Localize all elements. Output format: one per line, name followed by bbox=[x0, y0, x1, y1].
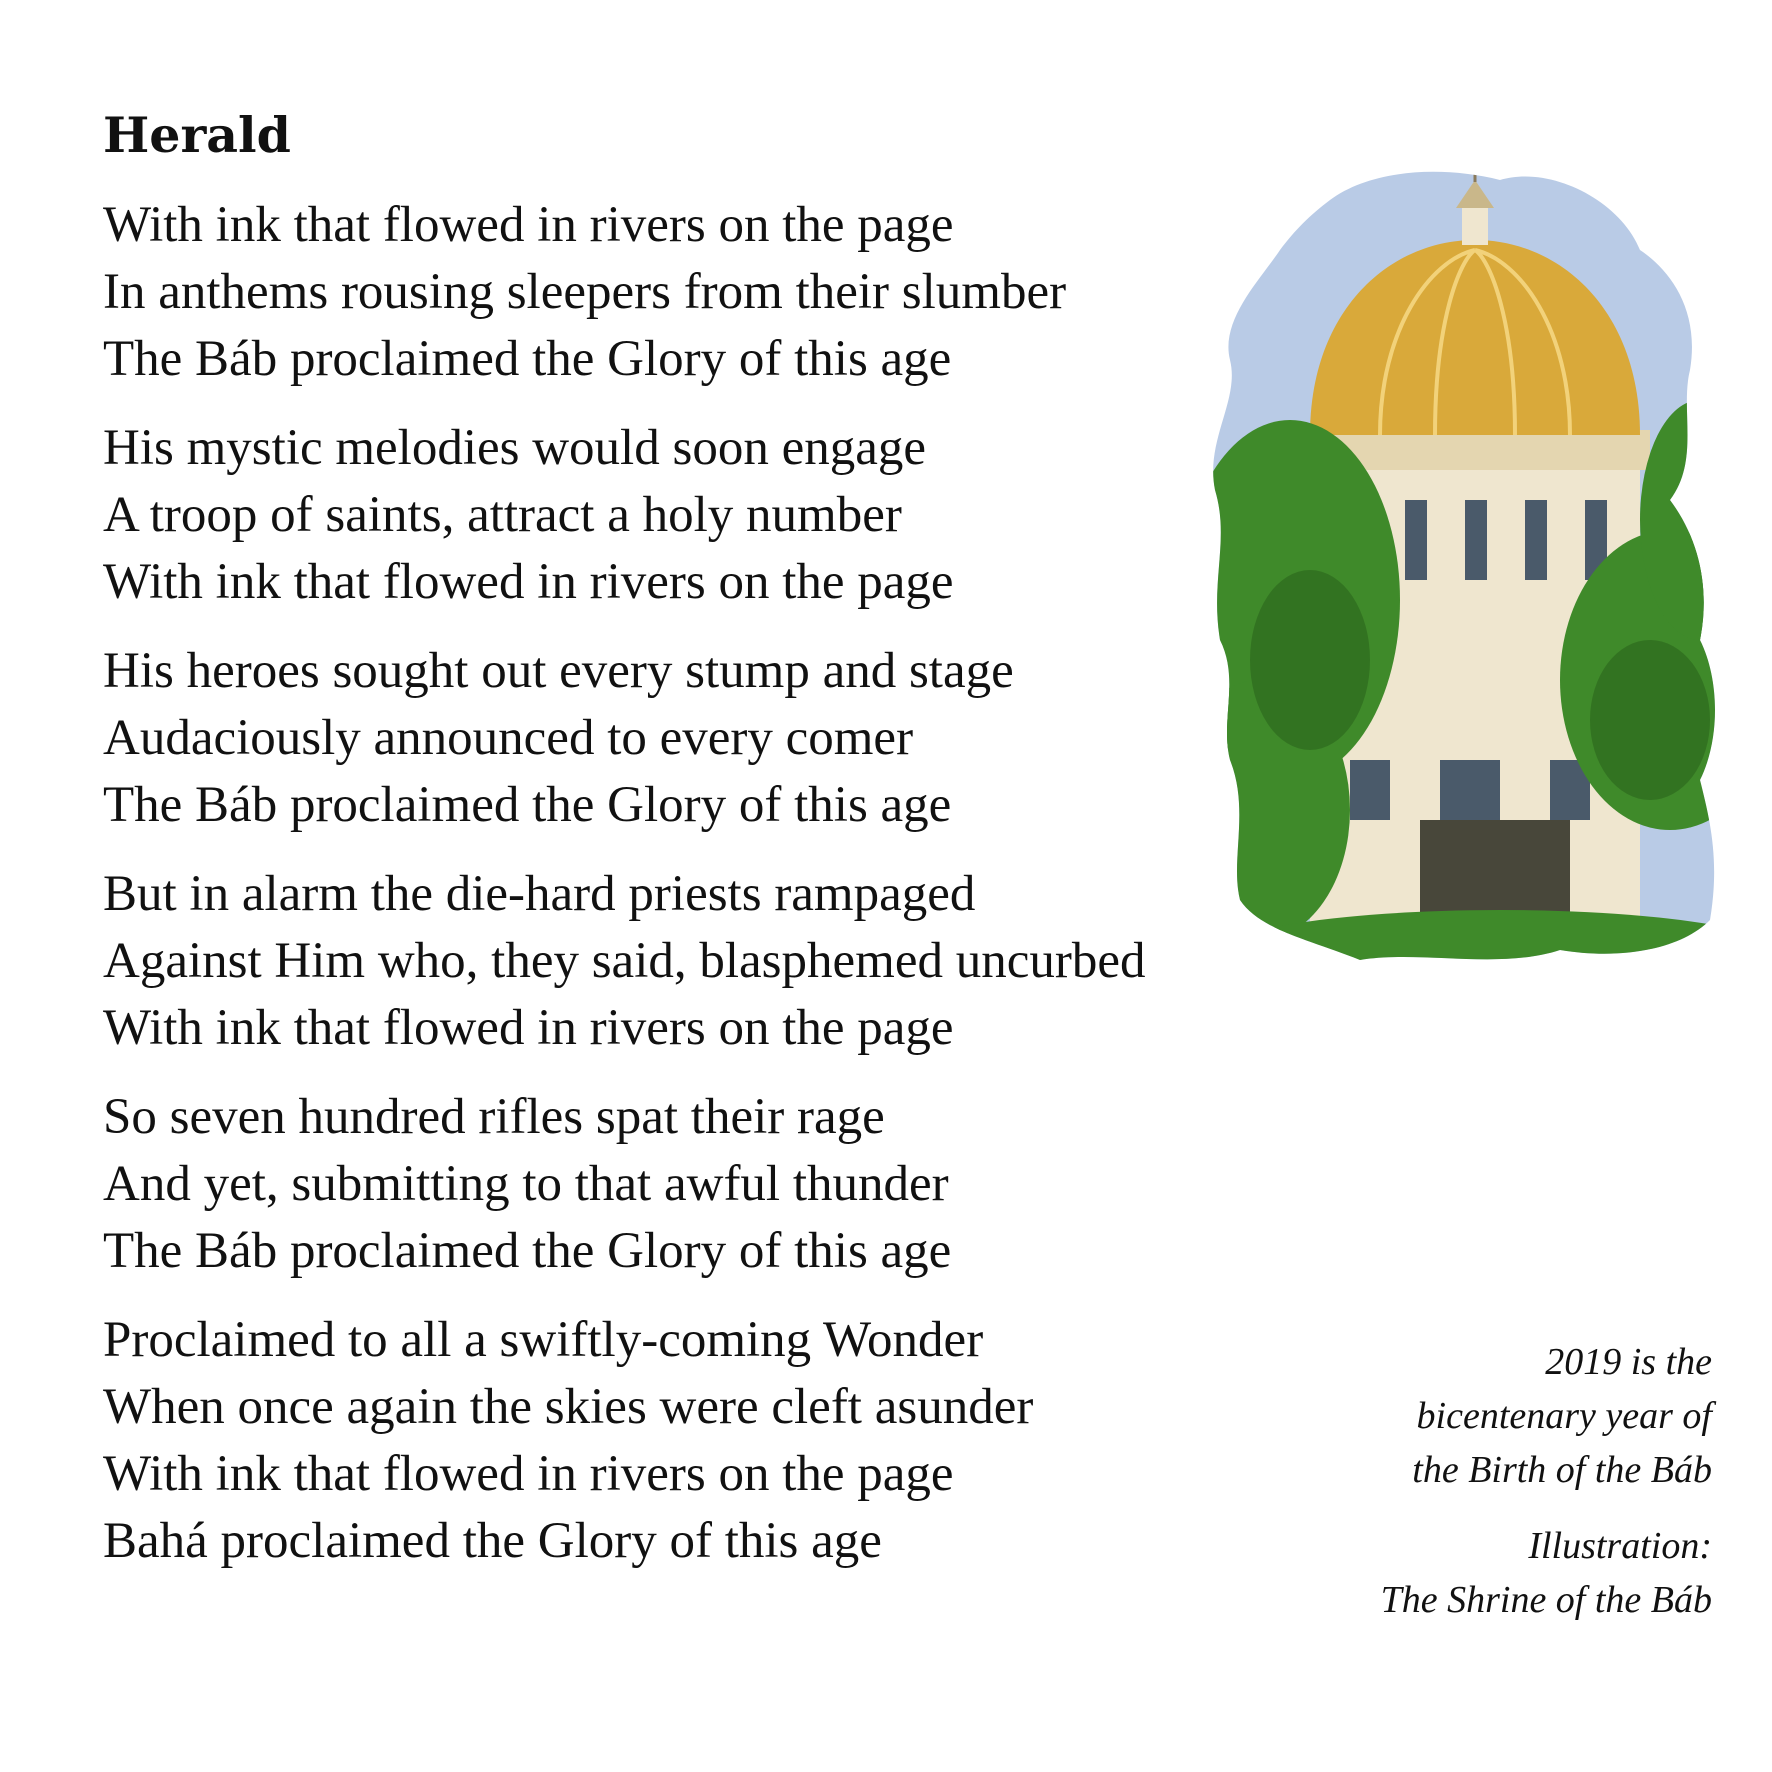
stanza-2 bbox=[103, 415, 1283, 616]
caption-line: Illustration: bbox=[1528, 1525, 1712, 1567]
shrine-illustration bbox=[1200, 160, 1760, 1060]
poem-title: Herald bbox=[103, 106, 291, 164]
caption-line: bicentenary year of bbox=[1416, 1395, 1712, 1437]
poem-line: His heroes sought out every stump and stage bbox=[103, 643, 1014, 699]
lantern bbox=[1462, 205, 1488, 245]
poem-line: Proclaimed to all a swiftly-coming Wonder bbox=[103, 1312, 984, 1368]
poem-line: The Báb proclaimed the Glory of this age bbox=[103, 331, 952, 387]
poem-line: Audaciously announced to every comer bbox=[103, 710, 914, 766]
stanza-4 bbox=[103, 861, 1283, 1062]
poem-line: His mystic melodies would soon engage bbox=[103, 420, 926, 476]
caption bbox=[1292, 1335, 1712, 1649]
poem-line: With ink that flowed in rivers on the page bbox=[103, 1000, 954, 1056]
poem-line: With ink that flowed in rivers on the page bbox=[103, 554, 954, 610]
poem-line: The Báb proclaimed the Glory of this age bbox=[103, 1223, 952, 1279]
poem-line: Bahá proclaimed the Glory of this age bbox=[103, 1513, 882, 1569]
poem-line: A troop of saints, attract a holy number bbox=[103, 487, 902, 543]
stanza-6 bbox=[103, 1307, 1283, 1575]
poem-line: With ink that flowed in rivers on the page bbox=[103, 197, 954, 253]
bicentenary-note bbox=[1292, 1335, 1712, 1497]
illustration-credit bbox=[1292, 1519, 1712, 1627]
caption-line: 2019 is the bbox=[1545, 1341, 1712, 1383]
poem-line: But in alarm the die-hard priests rampaged bbox=[103, 866, 976, 922]
stanza-1 bbox=[103, 192, 1283, 393]
poem-line: So seven hundred rifles spat their rage bbox=[103, 1089, 885, 1145]
shrine-of-the-bab-image bbox=[1200, 160, 1760, 1060]
caption-line: the Birth of the Báb bbox=[1412, 1449, 1712, 1491]
poem-line: With ink that flowed in rivers on the page bbox=[103, 1446, 954, 1502]
poem-line: The Báb proclaimed the Glory of this age bbox=[103, 777, 952, 833]
poem-line: Against Him who, they said, blasphemed uncurbed bbox=[103, 933, 1146, 989]
poem bbox=[103, 100, 1283, 1597]
poem-line: When once again the skies were cleft asunder bbox=[103, 1379, 1034, 1435]
caption-line: The Shrine of the Báb bbox=[1380, 1579, 1712, 1621]
poem-line: In anthems rousing sleepers from their slumber bbox=[103, 264, 1067, 320]
stanza-3 bbox=[103, 638, 1283, 839]
stanza-5 bbox=[103, 1084, 1283, 1285]
poem-line: And yet, submitting to that awful thunder bbox=[103, 1156, 949, 1212]
